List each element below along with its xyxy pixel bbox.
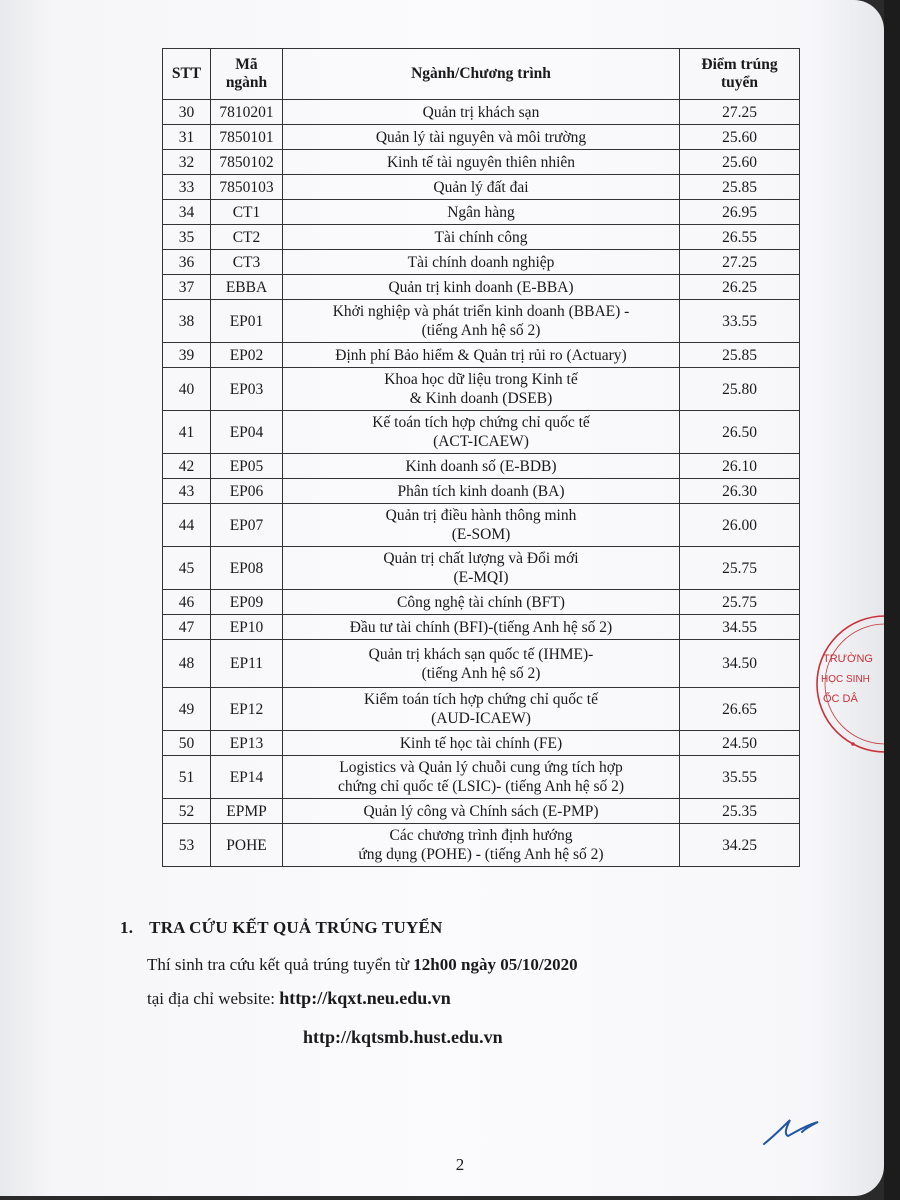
cell-stt: 40 [163,368,211,411]
cell-score: 26.95 [680,200,800,225]
stamp-text-2: HỌC SINH [821,674,870,685]
table-row [163,547,800,590]
cell-code: EBBA [211,275,283,300]
table-row [163,100,800,125]
cell-program [283,300,680,343]
cell-code: CT2 [211,225,283,250]
cell-score: 25.85 [680,175,800,200]
cell-stt: 48 [163,640,211,688]
program-line: Quản lý tài nguyên và môi trường [375,128,587,146]
table-row [163,343,800,368]
cell-program [283,411,680,454]
cell-score: 35.55 [680,756,800,799]
cell-score: 26.00 [680,504,800,547]
cell-program [283,150,680,175]
cell-stt: 35 [163,225,211,250]
program-line: Đầu tư tài chính (BFI)-(tiếng Anh hệ số 2) [349,618,613,636]
cell-program [283,590,680,615]
cell-stt: 37 [163,275,211,300]
cell-score: 24.50 [680,731,800,756]
table-body [163,100,800,867]
table-row [163,175,800,200]
cell-score: 26.55 [680,225,800,250]
cell-score: 34.50 [680,640,800,688]
red-stamp-seal [813,604,893,764]
program-line: Quản trị khách sạn quốc tế (IHME)- [368,645,594,663]
cell-code: EP03 [211,368,283,411]
cell-score: 26.50 [680,411,800,454]
cell-stt: 53 [163,824,211,867]
website-link-hust[interactable]: http://kqtsmb.hust.edu.vn [303,1027,503,1047]
cell-score: 34.55 [680,615,800,640]
cell-code: 7810201 [211,100,283,125]
cell-score: 26.10 [680,454,800,479]
cell-code: 7850103 [211,175,283,200]
cell-stt: 36 [163,250,211,275]
table-row [163,200,800,225]
cell-program [283,824,680,867]
cell-stt: 30 [163,100,211,125]
cell-score: 34.25 [680,824,800,867]
website-link-neu[interactable]: http://kqxt.neu.edu.vn [279,988,451,1008]
cell-code: EP06 [211,479,283,504]
program-line: Ngân hàng [447,203,515,221]
cell-score: 25.75 [680,590,800,615]
cell-code: EP14 [211,756,283,799]
program-line: Công nghệ tài chính (BFT) [397,593,565,611]
cell-code: EP09 [211,590,283,615]
cell-stt: 50 [163,731,211,756]
table-row [163,368,800,411]
cell-program [283,250,680,275]
program-line: Logistics và Quản lý chuỗi cung ứng tích hợp [339,759,623,776]
cell-program [283,799,680,824]
table-row [163,731,800,756]
program-line: Tài chính công [434,228,528,246]
section-number: 1. [120,918,134,937]
program-line: Quản lý đất đai [433,178,529,196]
handwritten-signature [760,1108,830,1148]
cell-program [283,275,680,300]
cell-program [283,225,680,250]
cell-code: EP11 [211,640,283,688]
cell-stt: 46 [163,590,211,615]
website-line [147,988,451,1009]
cell-program [283,688,680,731]
cell-stt: 51 [163,756,211,799]
table-row [163,615,800,640]
header-score: Điểm trúng tuyển [680,49,800,100]
stamp-text-1: TRƯỜNG [823,653,873,665]
lookup-time-value: 12h00 ngày 05/10/2020 [413,955,578,974]
program-line: Khởi nghiệp và phát triển kinh doanh (BBAE) - [332,303,630,320]
table-row [163,250,800,275]
table-row [163,756,800,799]
cell-stt: 32 [163,150,211,175]
program-line: chứng chỉ quốc tế (LSIC)- (tiếng Anh hệ số 2) [337,778,625,795]
cell-code: EP10 [211,615,283,640]
table-row [163,799,800,824]
cell-code: CT3 [211,250,283,275]
cell-stt: 31 [163,125,211,150]
cell-stt: 39 [163,343,211,368]
cell-code: POHE [211,824,283,867]
table-row [163,590,800,615]
lookup-time-prefix: Thí sinh tra cứu kết quả trúng tuyển từ [147,955,414,974]
admission-score-table [162,48,800,867]
program-line: Kinh tế tài nguyên thiên nhiên [386,153,576,171]
cell-program [283,640,680,688]
cell-code: 7850101 [211,125,283,150]
header-code: Mã ngành [211,49,283,100]
cell-score: 33.55 [680,300,800,343]
program-line: Các chương trình định hướng [389,827,573,844]
table-row [163,225,800,250]
cell-program [283,731,680,756]
screen-edge [884,0,900,1200]
cell-score: 25.75 [680,547,800,590]
cell-code: EP12 [211,688,283,731]
program-line: Tài chính doanh nghiệp [407,253,555,271]
program-line: Quản lý công và Chính sách (E-PMP) [363,802,599,820]
cell-program [283,200,680,225]
program-line: ứng dụng (POHE) - (tiếng Anh hệ số 2) [358,846,604,863]
cell-program [283,479,680,504]
cell-score: 25.60 [680,125,800,150]
cell-program [283,454,680,479]
program-line: Kinh tế học tài chính (FE) [399,734,563,752]
table-row [163,411,800,454]
header-stt: STT [163,49,211,100]
cell-score: 26.25 [680,275,800,300]
program-line: (tiếng Anh hệ số 2) [421,322,541,339]
cell-code: EP05 [211,454,283,479]
section-heading [120,918,443,938]
cell-program [283,504,680,547]
cell-stt: 45 [163,547,211,590]
table-row [163,275,800,300]
cell-stt: 33 [163,175,211,200]
cell-score: 26.65 [680,688,800,731]
program-line: Quản trị điều hành thông minh [385,507,577,524]
section-title: TRA CỨU KẾT QUẢ TRÚNG TUYỂN [149,918,443,937]
stamp-text-3: ỐC DÂ [823,693,858,705]
page-number: 2 [455,1155,465,1174]
cell-stt: 42 [163,454,211,479]
cell-program [283,100,680,125]
table-row [163,504,800,547]
cell-stt: 38 [163,300,211,343]
program-line: Khoa học dữ liệu trong Kinh tế [384,371,578,388]
program-line: Phân tích kinh doanh (BA) [397,482,565,500]
program-line: Kế toán tích hợp chứng chỉ quốc tế [372,414,590,431]
program-line: (E-MQI) [453,569,509,586]
table-row [163,300,800,343]
cell-code: EP01 [211,300,283,343]
program-line: (ACT-ICAEW) [433,433,529,450]
table-row [163,454,800,479]
website-prefix: tại địa chỉ website: [147,989,280,1008]
cell-code: EP08 [211,547,283,590]
program-line: (E-SOM) [451,526,511,543]
cell-program [283,175,680,200]
cell-score: 25.60 [680,150,800,175]
cell-code: EPMP [211,799,283,824]
program-line: (tiếng Anh hệ số 2) [421,664,541,682]
program-line: Định phí Bảo hiểm & Quản trị rủi ro (Actuary) [335,346,627,364]
cell-stt: 43 [163,479,211,504]
lookup-time-line [147,955,578,975]
cell-code: EP07 [211,504,283,547]
cell-stt: 52 [163,799,211,824]
cell-program [283,615,680,640]
cell-program [283,756,680,799]
cell-stt: 47 [163,615,211,640]
cell-stt: 41 [163,411,211,454]
cell-stt: 49 [163,688,211,731]
cell-score: 27.25 [680,100,800,125]
cell-stt: 44 [163,504,211,547]
cell-score: 25.80 [680,368,800,411]
table-row [163,640,800,688]
table-row [163,824,800,867]
cell-code: CT1 [211,200,283,225]
table-row [163,150,800,175]
cell-program [283,368,680,411]
table-row [163,125,800,150]
cell-program [283,343,680,368]
cell-code: 7850102 [211,150,283,175]
program-line: Quản trị kinh doanh (E-BBA) [388,278,574,296]
cell-code: EP04 [211,411,283,454]
cell-score: 26.30 [680,479,800,504]
table-header-row [163,49,800,100]
cell-code: EP13 [211,731,283,756]
program-line: Kinh doanh số (E-BDB) [405,457,557,475]
program-line: Quản trị khách sạn [422,103,540,121]
cell-score: 27.25 [680,250,800,275]
header-program: Ngành/Chương trình [283,49,680,100]
program-line: Quản trị chất lượng và Đổi mới [383,550,579,567]
cell-code: EP02 [211,343,283,368]
cell-score: 25.35 [680,799,800,824]
cell-program [283,547,680,590]
program-line: Kiểm toán tích hợp chứng chỉ quốc tế [364,691,598,708]
cell-stt: 34 [163,200,211,225]
table-row [163,479,800,504]
cell-score: 25.85 [680,343,800,368]
cell-program [283,125,680,150]
program-line: & Kinh doanh (DSEB) [409,390,553,407]
program-line: (AUD-ICAEW) [431,710,531,727]
table-row [163,688,800,731]
